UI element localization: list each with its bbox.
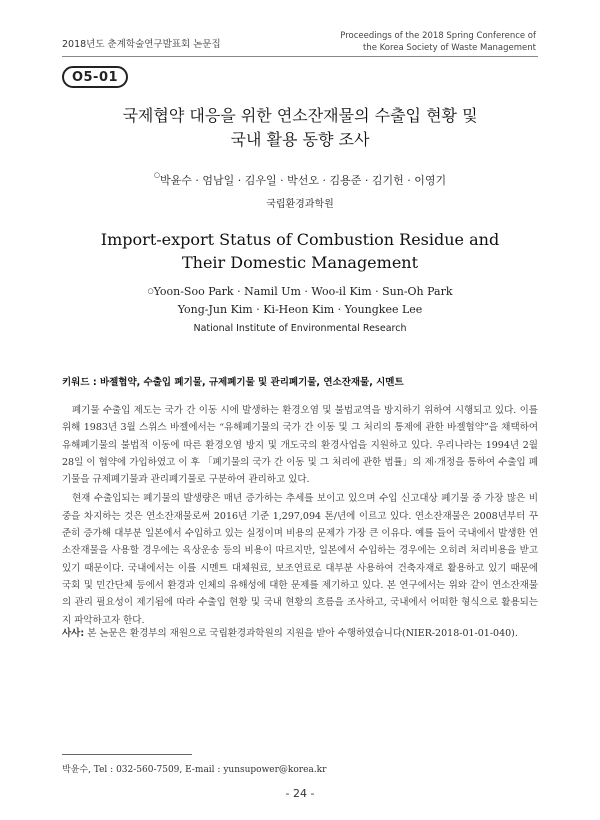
korean-authors [0,172,600,188]
proceedings-header-english [340,30,536,54]
english-title-line2: Their Domestic Management [181,253,419,272]
session-id-badge: O5-01 [62,66,128,88]
presenter-mark: ○ [153,171,160,179]
korean-title [0,104,600,152]
english-affiliation: National Institute of Environmental Research [193,323,407,334]
korean-author-list: 박윤수 · 엄남일 · 김우일 · 박선오 · 김용준 · 김기헌 · 이영기 [160,174,447,187]
acknowledgement-text: 본 논문은 환경부의 재원으로 국립환경과학원의 지원을 받아 수행하였습니다(NIER-2018-01-01-040). [87,628,518,639]
english-title-line1: Import-export Status of Combustion Residue and [100,230,500,249]
header-divider [62,56,538,57]
header-right-line1: Proceedings of the 2018 Spring Conference of [340,31,536,41]
english-authors [0,283,600,319]
acknowledgement-label: 사사: [62,628,85,639]
korean-title-line1: 국제협약 대응을 위한 연소잔재물의 수출입 현황 및 [122,106,478,125]
acknowledgement [62,625,538,639]
keywords: 키워드 : 바젤협약, 수출입 폐기물, 규제폐기물 및 관리폐기물, 연소잔재물, 시멘트 [62,377,404,388]
body-paragraph: 폐기물 수출입 제도는 국가 간 이동 시에 발생하는 환경오염 및 불법교역을 방지하기 위하여 시행되고 있다. 이를 위해 1983년 3월 스위스 바젤에서는 “유해폐기물의 국가 간 이동 및 그 처리의 통제에 관한 바젤협약”을 채택하여 유해폐기물의 불법적 이동에 따른 환경오염 방지 및 개도국의 환경사업을 지원하고 있다. 우리나라는 1994년 2월 28일 이 협약에 가입하였고 이 후 「폐기물의 국가 간 이동 및 그 처리에 관한 법률」의 제·개정을 통하여 수출입 폐기물을 규제폐기물과 관리폐기물로 구분하여 관리하고 있다. [62,405,538,486]
korean-affiliation: 국립환경과학원 [266,199,334,210]
contact-footnote: 박윤수, Tel : 032-560-7509, E-mail : yunsupower@korea.kr [62,765,327,775]
abstract-body [62,402,538,631]
english-title [0,228,600,274]
proceedings-header-korean: 2018년도 춘계학술연구발표회 논문집 [62,39,221,50]
page-number: - 24 - [285,787,315,800]
english-authors-line1: Yoon-Soo Park · Namil Um · Woo-il Kim · Sun-Oh Park [153,285,453,298]
header-right-line2: the Korea Society of Waste Management [362,43,536,53]
footnote-divider [62,754,192,755]
presenter-mark: ○ [147,287,154,295]
body-paragraph: 현재 수출입되는 폐기물의 발생량은 매년 증가하는 추세를 보이고 있으며 수입 신고대상 폐기물 중 가장 많은 비중을 차지하는 것은 연소잔재물로써 2016년 기준 1,297,094 톤/년에 이르고 있다. 연소잔재물은 2008년부터 꾸준히 증가해 대부분 일본에서 수입하고 있는 실정이며 비용의 문제가 가장 큰 이유다. 예를 들어 국내에서 발생한 연소잔재물을 사용할 경우에는 육상운송 등의 비용이 따르지만, 일본에서 수입하는 경우에는 오히려 처리비용을 받고 있기 때문이다. 국내에서는 이를 시멘트 대체원료, 보조연료로 대부분 사용하여 건축자재로 활용하고 있기 때문에 국회 및 민간단체 등에서 환경과 인체의 유해성에 대한 문제를 제기하고 있다. 본 연구에서는 위와 같이 연소잔재물의 관리 필요성이 제기됨에 따라 수출입 현황 및 국내 현황의 흐름을 조사하고, 국내에서 어떠한 형식으로 활용되는지 파악하고자 한다. [62,493,538,626]
english-authors-line2: Yong-Jun Kim · Ki-Heon Kim · Youngkee Lee [177,303,423,316]
korean-title-line2: 국내 활용 동향 조사 [230,130,370,149]
